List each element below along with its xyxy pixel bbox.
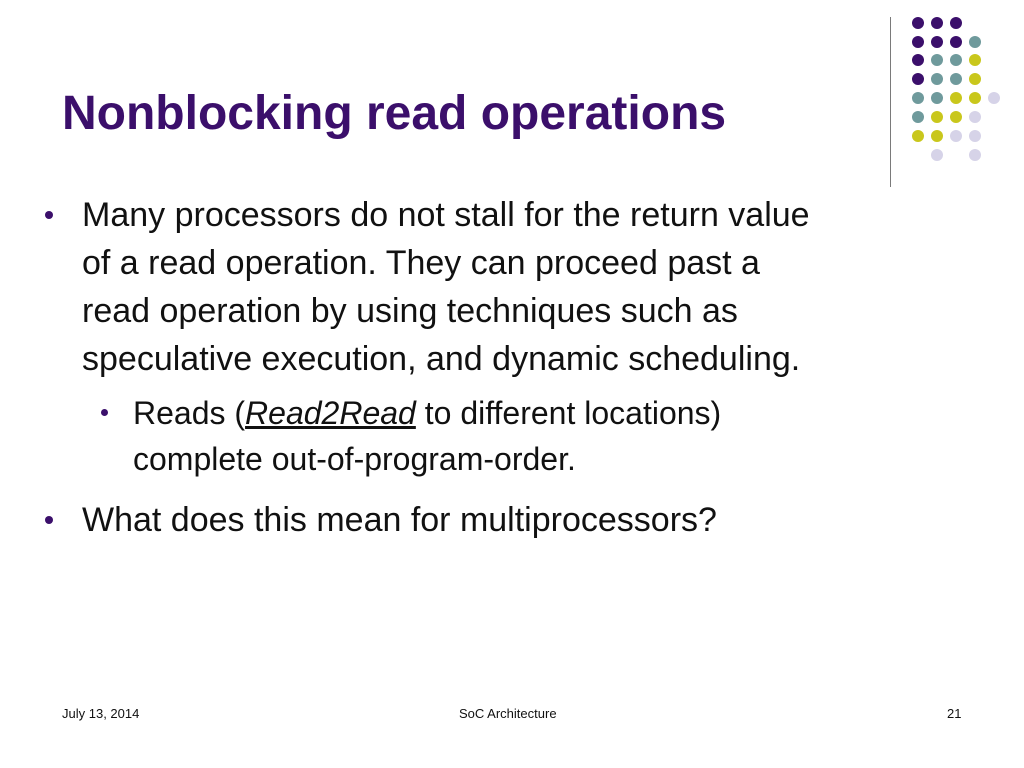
bullet-dot-icon [101,409,108,416]
slide-title: Nonblocking read operations [62,87,727,140]
bullet-text-prefix: Reads ( [133,395,246,431]
bullet-item [82,496,982,544]
read2read-term: Read2Read [245,395,416,431]
bullet-line: of a read operation. They can proceed past a [82,244,760,282]
bullet-line: read operation by using techniques such as [82,292,738,330]
bullet-line: What does this mean for multiprocessors? [82,501,717,539]
sub-bullet-item [133,390,993,482]
footer-date: July 13, 2014 [62,706,140,721]
footer-center-text: SoC Architecture [459,706,557,721]
bullet-line: complete out-of-program-order. [133,441,576,477]
bullet-line [133,390,993,436]
bullet-line: speculative execution, and dynamic scheduling. [82,340,801,378]
bullet-line: Many processors do not stall for the return value [82,196,810,234]
bullet-item [82,191,982,383]
page-number: 21 [947,706,962,721]
bullet-dot-icon [45,516,53,524]
bullet-dot-icon [45,211,53,219]
bullet-text-suffix: to different locations) [415,395,722,431]
